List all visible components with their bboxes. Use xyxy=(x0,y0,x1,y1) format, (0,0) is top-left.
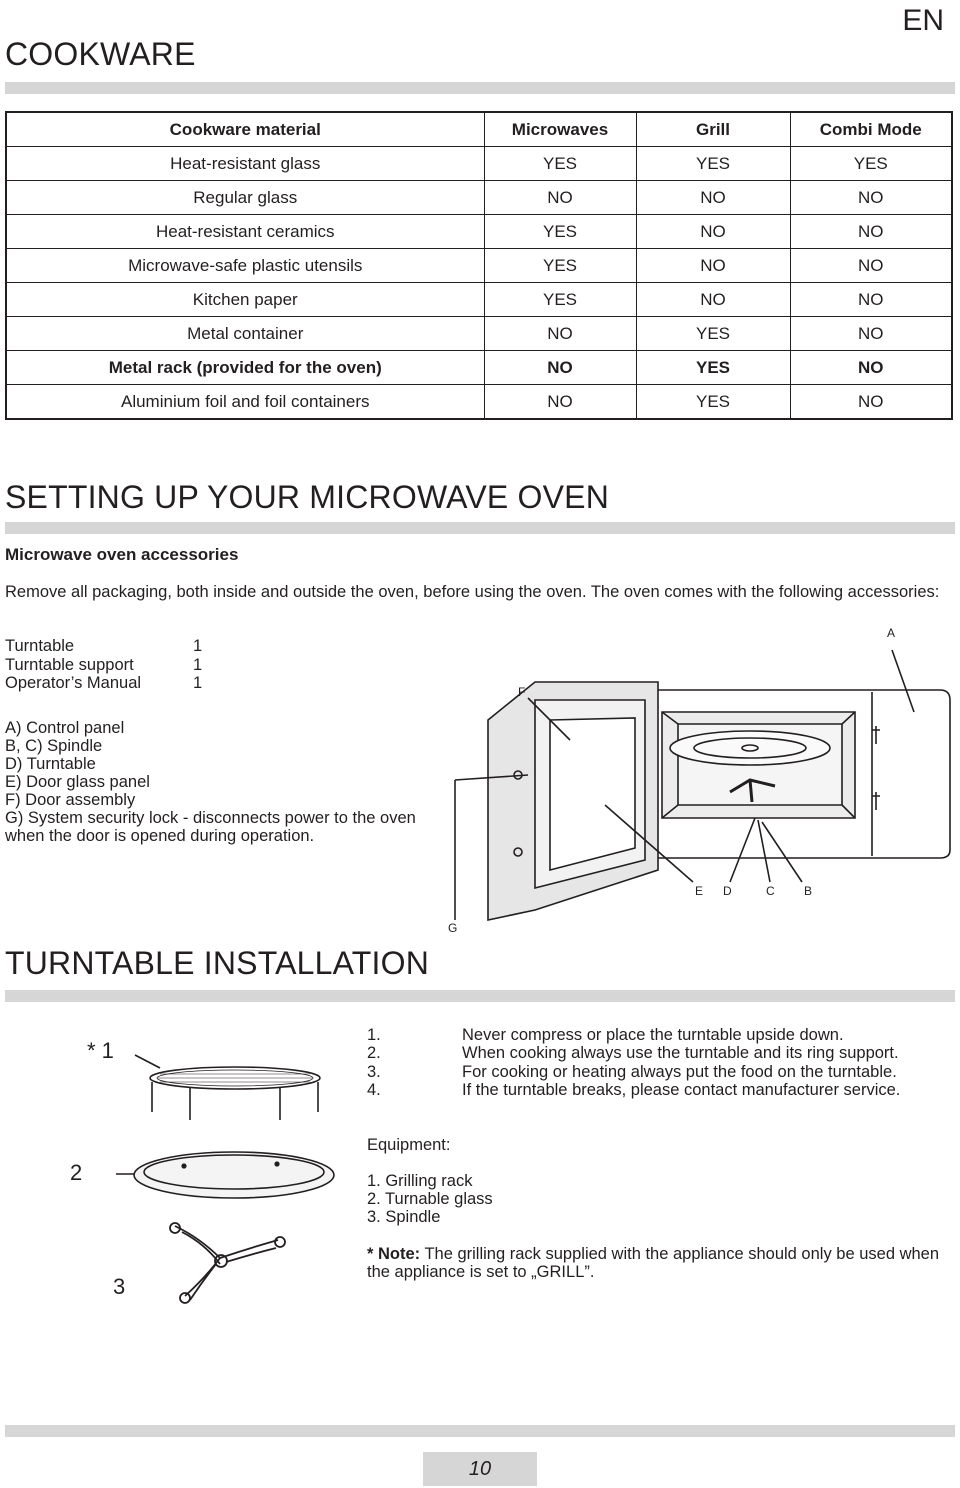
table-cell: YES xyxy=(636,147,790,181)
table-cell: Microwave-safe plastic utensils xyxy=(6,249,484,283)
list-item: B, C) Spindle xyxy=(5,737,103,755)
note xyxy=(367,1245,957,1281)
list-item: E) Door glass panel xyxy=(5,773,150,791)
setup-title: SETTING UP YOUR MICROWAVE OVEN xyxy=(5,479,609,515)
page-number: 10 xyxy=(423,1452,537,1486)
section-divider xyxy=(5,522,955,534)
turntable-steps xyxy=(367,1026,957,1099)
list-item xyxy=(5,656,225,675)
note-text: The grilling rack supplied with the appliance should only be used when the appliance is set to „GRILL”. xyxy=(367,1245,940,1281)
label-d: D xyxy=(723,884,732,898)
list-item xyxy=(367,1081,957,1099)
accessory-name: Turntable xyxy=(5,637,75,655)
table-cell: Metal container xyxy=(6,317,484,351)
accessory-name: Operator’s Manual xyxy=(5,674,142,692)
section-divider xyxy=(5,990,955,1002)
table-cell: Regular glass xyxy=(6,181,484,215)
table-header-cell: Combi Mode xyxy=(790,112,952,147)
spindle-icon xyxy=(160,1218,290,1308)
table-row xyxy=(6,317,952,351)
figure-label-3: 3 xyxy=(113,1274,126,1299)
table-cell: NO xyxy=(790,351,952,385)
table-cell: NO xyxy=(636,283,790,317)
step-text: If the turntable breaks, please contact manufacturer service. xyxy=(462,1080,901,1099)
table-cell: YES xyxy=(790,147,952,181)
step-number: 2. xyxy=(367,1044,381,1063)
table-header-row xyxy=(6,112,952,147)
list-item xyxy=(367,1026,957,1044)
step-number: 1. xyxy=(367,1026,381,1044)
list-item xyxy=(5,637,225,656)
accessory-qty: 1 xyxy=(193,655,203,674)
cookware-title: COOKWARE xyxy=(5,36,196,72)
list-item: F) Door assembly xyxy=(5,791,136,809)
table-cell: YES xyxy=(484,147,636,181)
table-cell: NO xyxy=(484,317,636,351)
parts-list xyxy=(5,719,425,845)
table-cell: Metal rack (provided for the oven) xyxy=(6,351,484,385)
list-item: G) System security lock - disconnects power to the oven when the door is opened during operation. xyxy=(5,809,416,845)
table-cell: NO xyxy=(790,215,952,249)
step-text: Never compress or place the turntable upside down. xyxy=(462,1026,844,1044)
table-cell: NO xyxy=(484,181,636,215)
table-cell: YES xyxy=(484,283,636,317)
accessories-subtitle: Microwave oven accessories xyxy=(5,545,239,564)
step-text: For cooking or heating always put the food on the turntable. xyxy=(462,1062,897,1081)
table-header-cell: Cookware material xyxy=(6,112,484,147)
table-row xyxy=(6,351,952,385)
table-cell: NO xyxy=(484,351,636,385)
microwave-diagram xyxy=(440,620,960,940)
table-cell: YES xyxy=(636,385,790,420)
setup-intro: Remove all packaging, both inside and outside the oven, before using the oven. The oven comes with the following accessories: xyxy=(5,583,940,601)
table-header-cell: Grill xyxy=(636,112,790,147)
table-cell: NO xyxy=(636,215,790,249)
step-number: 3. xyxy=(367,1062,381,1081)
note-label: * Note: xyxy=(367,1245,421,1263)
list-item: D) Turntable xyxy=(5,755,96,773)
table-cell: YES xyxy=(484,215,636,249)
figure-label-2: 2 xyxy=(70,1160,83,1185)
step-number: 4. xyxy=(367,1080,381,1099)
list-item xyxy=(367,1063,957,1081)
accessory-name: Turntable support xyxy=(5,655,134,674)
list-item: A) Control panel xyxy=(5,719,125,737)
figure-label-1: * 1 xyxy=(87,1038,114,1063)
section-divider xyxy=(5,82,955,94)
table-cell: Kitchen paper xyxy=(6,283,484,317)
cookware-table xyxy=(5,111,953,420)
list-item xyxy=(367,1044,957,1062)
table-row xyxy=(6,181,952,215)
table-cell: YES xyxy=(636,351,790,385)
accessories-list xyxy=(5,637,225,693)
table-row xyxy=(6,385,952,420)
table-cell: NO xyxy=(636,249,790,283)
footer-divider xyxy=(5,1425,955,1437)
step-text: When cooking always use the turntable and its ring support. xyxy=(462,1044,899,1063)
label-c: C xyxy=(766,884,775,898)
table-row xyxy=(6,215,952,249)
list-item: 1. Grilling rack xyxy=(367,1172,473,1190)
label-g: G xyxy=(448,921,458,935)
label-a: A xyxy=(887,626,896,640)
table-cell: Heat-resistant ceramics xyxy=(6,215,484,249)
cookware-table-body xyxy=(6,112,952,419)
table-cell: NO xyxy=(636,181,790,215)
table-cell: NO xyxy=(790,317,952,351)
table-cell: Aluminium foil and foil containers xyxy=(6,385,484,420)
equipment-list xyxy=(367,1172,493,1226)
table-cell: NO xyxy=(790,283,952,317)
label-b: B xyxy=(804,884,813,898)
list-item: 2. Turnable glass xyxy=(367,1190,493,1208)
list-item xyxy=(5,674,225,693)
table-row xyxy=(6,283,952,317)
table-cell: YES xyxy=(484,249,636,283)
table-cell: YES xyxy=(636,317,790,351)
language-code: EN xyxy=(902,4,944,37)
table-cell: Heat-resistant glass xyxy=(6,147,484,181)
table-row xyxy=(6,147,952,181)
equipment-label: Equipment: xyxy=(367,1136,451,1154)
list-item: 3. Spindle xyxy=(367,1208,441,1226)
table-cell: NO xyxy=(790,385,952,420)
label-f: F xyxy=(518,685,526,699)
turntable-title: TURNTABLE INSTALLATION xyxy=(5,945,430,981)
glass-turntable-icon xyxy=(112,1148,352,1208)
table-header-cell: Microwaves xyxy=(484,112,636,147)
table-cell: NO xyxy=(790,249,952,283)
label-e: E xyxy=(695,884,704,898)
table-row xyxy=(6,249,952,283)
table-cell: NO xyxy=(484,385,636,420)
accessory-qty: 1 xyxy=(193,674,203,692)
accessory-qty: 1 xyxy=(193,637,203,655)
grilling-rack-icon xyxy=(130,1050,330,1125)
table-cell: NO xyxy=(790,181,952,215)
